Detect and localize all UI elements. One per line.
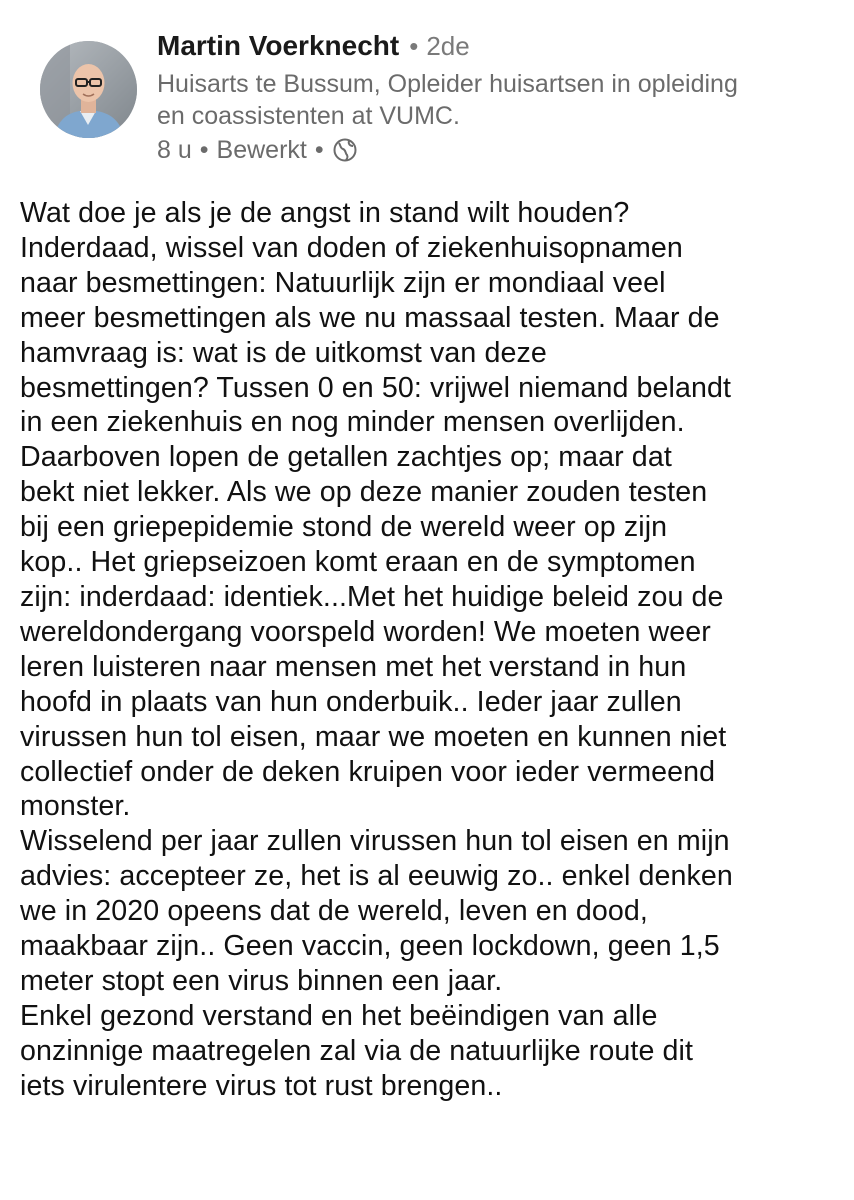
avatar-photo [40,41,137,138]
post-time: 8 u [157,135,192,164]
separator-dot: • [199,135,209,164]
separator-dot: • [314,135,324,164]
post-header [0,0,854,180]
author-name[interactable]: Martin Voerknecht [157,30,400,61]
edited-label: Bewerkt [216,135,307,164]
separator-dot: • [409,31,419,61]
post-body-text: Wat doe je als je de angst in stand wilt houden? Inderdaad, wissel van doden of ziekenhuisopnamen naar besmettingen: Natuurlijk zijn er mondiaal veel meer besmettingen als we nu massaal testen. Maar de hamvraag is: wat is de uitkomst van deze besmettingen? Tussen 0 en 50: vrijwel niemand belandt in een ziekenhuis en nog minder mensen overlijden. Daarboven lopen de getallen zachtjes op; maar dat bekt niet lekker. Als we op deze manier zouden testen bij een griepepidemie stond de wereld weer op zijn kop.. Het griepseizoen komt eraan en de symptomen zijn: inderdaad: identiek...Met het huidige beleid zou de wereldondergang voorspeld worden! We moeten weer leren luisteren naar mensen met het verstand in hun hoofd in plaats van hun onderbuik.. Ieder jaar zullen virussen hun tol eisen, maar we moeten en kunnen niet collectief onder de deken kruipen voor ieder vermeend monster. Wisselend per jaar zullen virussen hun tol eisen en mijn advies: accepteer ze, het is al eeuwig zo.. enkel denken we in 2020 opeens dat de wereld, leven en dood, maakbaar zijn.. Geen vaccin, geen lockdown, geen 1,5 meter stopt een virus binnen een jaar. Enkel gezond verstand en het beëindigen van alle onzinnige maatregelen zal via de natuurlijke route dit iets virulentere virus tot rust brengen.. [20,197,733,1102]
post-meta [157,26,837,167]
author-headline: Huisarts te Bussum, Opleider huisartsen in opleiding en coassistenten at VUMC. [157,70,738,130]
avatar[interactable] [40,41,137,138]
globe-icon[interactable] [332,137,358,163]
post-timestamp-row [157,133,837,167]
author-row [157,26,837,66]
connection-degree: 2de [426,31,470,61]
